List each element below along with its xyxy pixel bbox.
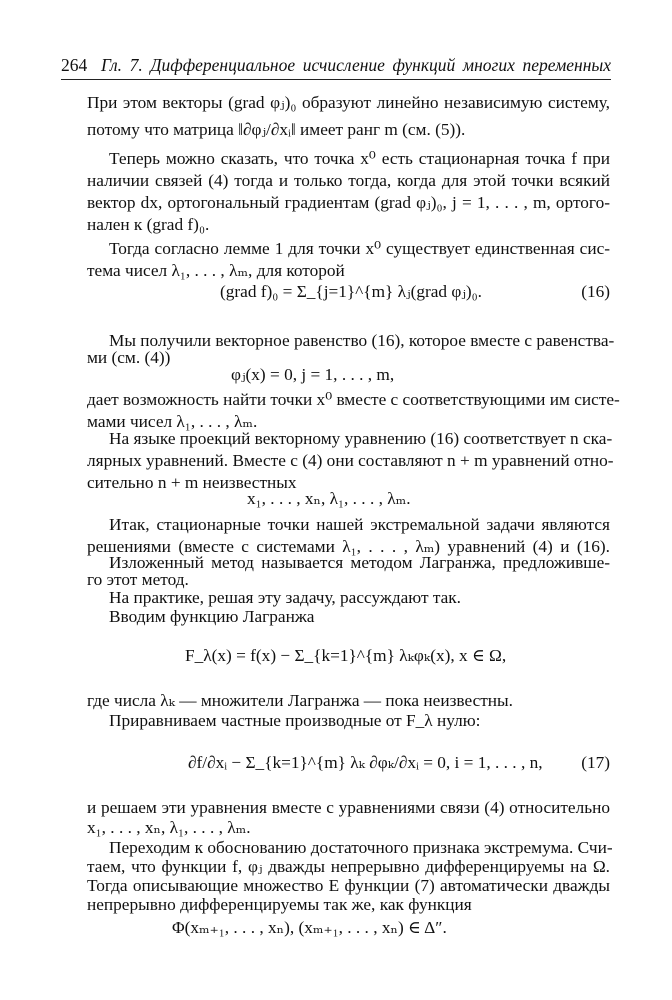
text-line: решениями (вместе с системами λ₁, . . . , λₘ) уравнений (4) и (16).: [87, 537, 610, 556]
text-line: тема чисел λ₁, . . . , λₘ, для которой: [87, 261, 345, 280]
equation-17-number: (17): [581, 753, 610, 772]
header-rule: [61, 79, 611, 80]
text-line: где числа λₖ — множители Лагранжа — пока неизвестны.: [87, 691, 513, 710]
text-line: Тогда описывающие множество E функции (7) автоматически дважды: [87, 876, 610, 895]
lagrange-function: F_λ(x) = f(x) − Σ_{k=1}^{m} λₖφₖ(x), x ∈ Ω,: [185, 646, 507, 665]
phi-function: Φ(xₘ₊₁, . . . , xₙ), (xₘ₊₁, . . . , xₙ) ∈ Δ″.: [172, 918, 447, 937]
text-line: Переходим к обоснованию достаточного признака экстремума. Счи-: [109, 838, 613, 857]
text-line: сительно n + m неизвестных: [87, 473, 297, 492]
equation-17: ∂f/∂xᵢ − Σ_{k=1}^{m} λₖ ∂φₖ/∂xᵢ = 0, i = 1, . . . , n,: [188, 753, 543, 772]
equation-16-number: (16): [581, 282, 610, 301]
constraint-equations: φⱼ(x) = 0, j = 1, . . . , m,: [231, 365, 395, 384]
text-line: Тогда согласно лемме 1 для точки x⁰ существует единственная сис-: [109, 239, 610, 258]
text-line: наличии связей (4) тогда и только тогда, когда для этой точки всякий: [87, 171, 610, 190]
text-line: мами чисел λ₁, . . . , λₘ.: [87, 412, 258, 431]
text-line: На языке проекций векторному уравнению (16) соответствует n ска-: [109, 429, 613, 448]
text-line: потому что матрица ‖∂φⱼ/∂xᵢ‖ имеет ранг m (см. (5)).: [87, 120, 466, 139]
text-line: таем, что функции f, φⱼ дважды непрерывно дифференцируемы на Ω.: [87, 857, 610, 876]
text-line: Приравниваем частные производные от F_λ нулю:: [109, 711, 481, 730]
text-line: нален к (grad f)₀.: [87, 215, 210, 234]
text-line: дает возможность найти точки x⁰ вместе с соответствующими им систе-: [87, 390, 620, 409]
unknowns-list: x₁, . . . , xₙ, λ₁, . . . , λₘ.: [247, 489, 411, 508]
text-line: и решаем эти уравнения вместе с уравнениями связи (4) относительно: [87, 798, 610, 817]
equation-16: (grad f)₀ = Σ_{j=1}^{m} λⱼ(grad φⱼ)₀.: [220, 282, 483, 301]
text-line: Изложенный метод называется методом Лагранжа, предложивше-: [109, 553, 610, 572]
running-header: [61, 54, 611, 76]
text-line: Теперь можно сказать, что точка x⁰ есть стационарная точка f при: [109, 149, 610, 168]
text-line: При этом векторы (grad φⱼ)₀ образуют линейно независимую систему,: [87, 93, 610, 112]
text-line: Вводим функцию Лагранжа: [109, 607, 315, 626]
text-line: Итак, стационарные точки нашей экстремальной задачи являются: [109, 515, 610, 534]
text-line: го этот метод.: [87, 570, 189, 589]
running-title: Гл. 7. Дифференциальное исчисление функций многих переменных: [101, 55, 611, 75]
text-line: Мы получили векторное равенство (16), которое вместе с равенства-: [109, 331, 615, 350]
text-line: x₁, . . . , xₙ, λ₁, . . . , λₘ.: [87, 818, 251, 837]
page-number: 264: [61, 55, 88, 75]
text-line: лярных уравнений. Вместе с (4) они составляют n + m уравнений отно-: [87, 451, 614, 470]
text-line: ми (см. (4)): [87, 348, 171, 367]
text-line: непрерывно дифференцируемы так же, как функция: [87, 895, 472, 914]
text-line: На практике, решая эту задачу, рассуждают так.: [109, 588, 461, 607]
text-line: вектор dx, ортогональный градиентам (grad φⱼ)₀, j = 1, . . . , m, ортого-: [87, 193, 610, 212]
